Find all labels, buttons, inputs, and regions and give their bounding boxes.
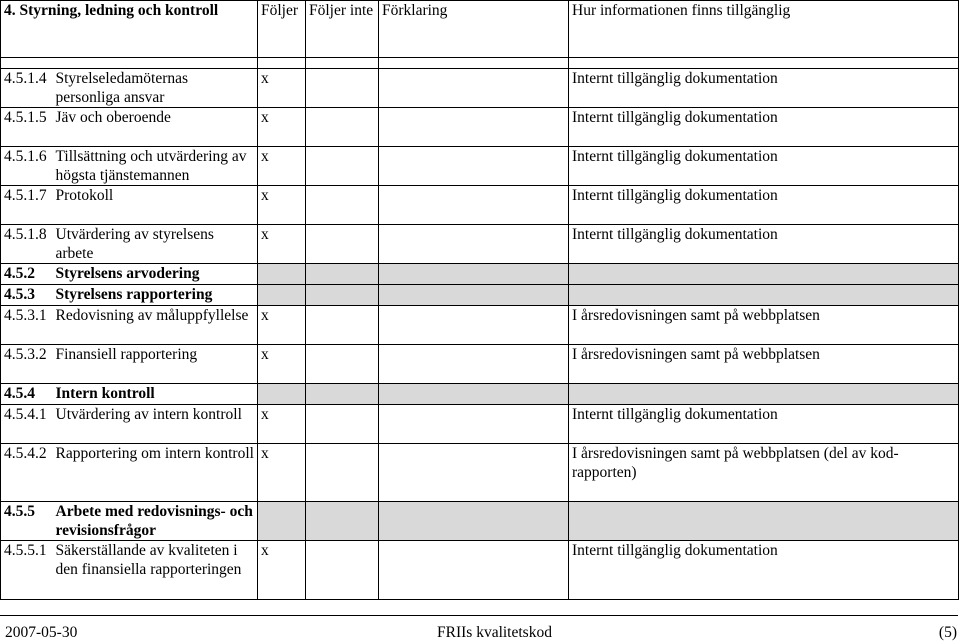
not-follows-cell	[306, 69, 379, 108]
row-number: 4.5.1.8	[1, 225, 53, 264]
not-follows-cell	[306, 306, 379, 345]
follows-mark: x	[258, 186, 306, 225]
row-label: Utvärdering av intern kontroll	[53, 405, 258, 444]
info-cell: I årsredovisningen samt på webbplatsen	[569, 345, 959, 384]
row-label: Intern kontroll	[53, 384, 258, 405]
explanation-cell	[379, 345, 569, 384]
footer-title: FRIIs kvalitetskod	[437, 624, 552, 641]
not-follows-cell	[306, 444, 379, 502]
explanation-cell	[379, 69, 569, 108]
follows-mark: x	[258, 147, 306, 186]
row-label: Jäv och oberoende	[53, 108, 258, 147]
row-number: 4.5.1.6	[1, 147, 53, 186]
section-title: 4. Styrning, ledning och kontroll	[1, 1, 258, 58]
follows-mark: x	[258, 69, 306, 108]
follows-cell	[258, 384, 306, 405]
follows-mark: x	[258, 108, 306, 147]
row-label: Säkerställande av kvaliteten i den finansiella rapporteringen	[53, 541, 258, 600]
table-row	[1, 108, 959, 147]
info-cell: I årsredovisningen samt på webbplatsen (del av kod-rapporten)	[569, 444, 959, 502]
not-follows-cell	[306, 405, 379, 444]
footer-page-number: (5)	[938, 624, 957, 641]
table-row	[1, 345, 959, 384]
header-explanation: Förklaring	[379, 1, 569, 58]
header-row	[1, 1, 959, 58]
row-number: 4.5.4.2	[1, 444, 53, 502]
not-follows-cell	[306, 186, 379, 225]
table-row	[1, 147, 959, 186]
info-cell: Internt tillgänglig dokumentation	[569, 147, 959, 186]
info-cell: I årsredovisningen samt på webbplatsen	[569, 306, 959, 345]
follows-cell	[258, 502, 306, 541]
explanation-cell	[379, 384, 569, 405]
follows-mark: x	[258, 444, 306, 502]
table-row	[1, 405, 959, 444]
table-row	[1, 69, 959, 108]
follows-cell	[258, 264, 306, 285]
not-follows-cell	[306, 285, 379, 306]
row-number: 4.5.5	[1, 502, 53, 541]
header-info: Hur informationen finns tillgänglig	[569, 1, 959, 58]
not-follows-cell	[306, 345, 379, 384]
explanation-cell	[379, 285, 569, 306]
follows-cell	[258, 285, 306, 306]
explanation-cell	[379, 108, 569, 147]
row-number: 4.5.1.7	[1, 186, 53, 225]
info-cell: Internt tillgänglig dokumentation	[569, 541, 959, 600]
row-number: 4.5.3.1	[1, 306, 53, 345]
footer-date: 2007-05-30	[5, 624, 78, 641]
row-number: 4.5.2	[1, 264, 53, 285]
not-follows-cell	[306, 108, 379, 147]
table-row	[1, 225, 959, 264]
info-cell	[569, 285, 959, 306]
info-cell: Internt tillgänglig dokumentation	[569, 405, 959, 444]
table-row	[1, 186, 959, 225]
row-label: Protokoll	[53, 186, 258, 225]
row-label: Utvärdering av styrelsens arbete	[53, 225, 258, 264]
row-label: Styrelsens arvodering	[53, 264, 258, 285]
explanation-cell	[379, 264, 569, 285]
explanation-cell	[379, 405, 569, 444]
row-number: 4.5.1.4	[1, 69, 53, 108]
table-row	[1, 444, 959, 502]
row-number: 4.5.4.1	[1, 405, 53, 444]
explanation-cell	[379, 444, 569, 502]
row-label: Redovisning av måluppfyllelse	[53, 306, 258, 345]
footer-divider	[0, 615, 958, 616]
subsection-row	[1, 285, 959, 306]
not-follows-cell	[306, 147, 379, 186]
info-cell: Internt tillgänglig dokumentation	[569, 108, 959, 147]
row-number: 4.5.3	[1, 285, 53, 306]
follows-mark: x	[258, 541, 306, 600]
follows-mark: x	[258, 225, 306, 264]
table-row	[1, 541, 959, 600]
not-follows-cell	[306, 541, 379, 600]
row-label: Arbete med redovisnings- och revisionsfrågor	[53, 502, 258, 541]
follows-mark: x	[258, 345, 306, 384]
info-cell	[569, 502, 959, 541]
info-cell	[569, 264, 959, 285]
explanation-cell	[379, 225, 569, 264]
explanation-cell	[379, 186, 569, 225]
info-cell	[569, 384, 959, 405]
header-not-follows: Följer inte	[306, 1, 379, 58]
explanation-cell	[379, 541, 569, 600]
row-label: Rapportering om intern kontroll	[53, 444, 258, 502]
info-cell: Internt tillgänglig dokumentation	[569, 225, 959, 264]
not-follows-cell	[306, 384, 379, 405]
follows-mark: x	[258, 306, 306, 345]
spacer-row	[1, 58, 959, 69]
row-number: 4.5.1.5	[1, 108, 53, 147]
info-cell: Internt tillgänglig dokumentation	[569, 186, 959, 225]
subsection-row	[1, 264, 959, 285]
table-row	[1, 306, 959, 345]
not-follows-cell	[306, 502, 379, 541]
not-follows-cell	[306, 264, 379, 285]
explanation-cell	[379, 502, 569, 541]
row-label: Styrelsens rapportering	[53, 285, 258, 306]
row-label: Styrelseledamöternas personliga ansvar	[53, 69, 258, 108]
not-follows-cell	[306, 225, 379, 264]
row-number: 4.5.4	[1, 384, 53, 405]
row-number: 4.5.3.2	[1, 345, 53, 384]
follows-mark: x	[258, 405, 306, 444]
header-follows: Följer	[258, 1, 306, 58]
subsection-row	[1, 502, 959, 541]
subsection-row	[1, 384, 959, 405]
info-cell: Internt tillgänglig dokumentation	[569, 69, 959, 108]
row-number: 4.5.5.1	[1, 541, 53, 600]
explanation-cell	[379, 306, 569, 345]
row-label: Tillsättning och utvärdering av högsta tjänstemannen	[53, 147, 258, 186]
row-label: Finansiell rapportering	[53, 345, 258, 384]
explanation-cell	[379, 147, 569, 186]
